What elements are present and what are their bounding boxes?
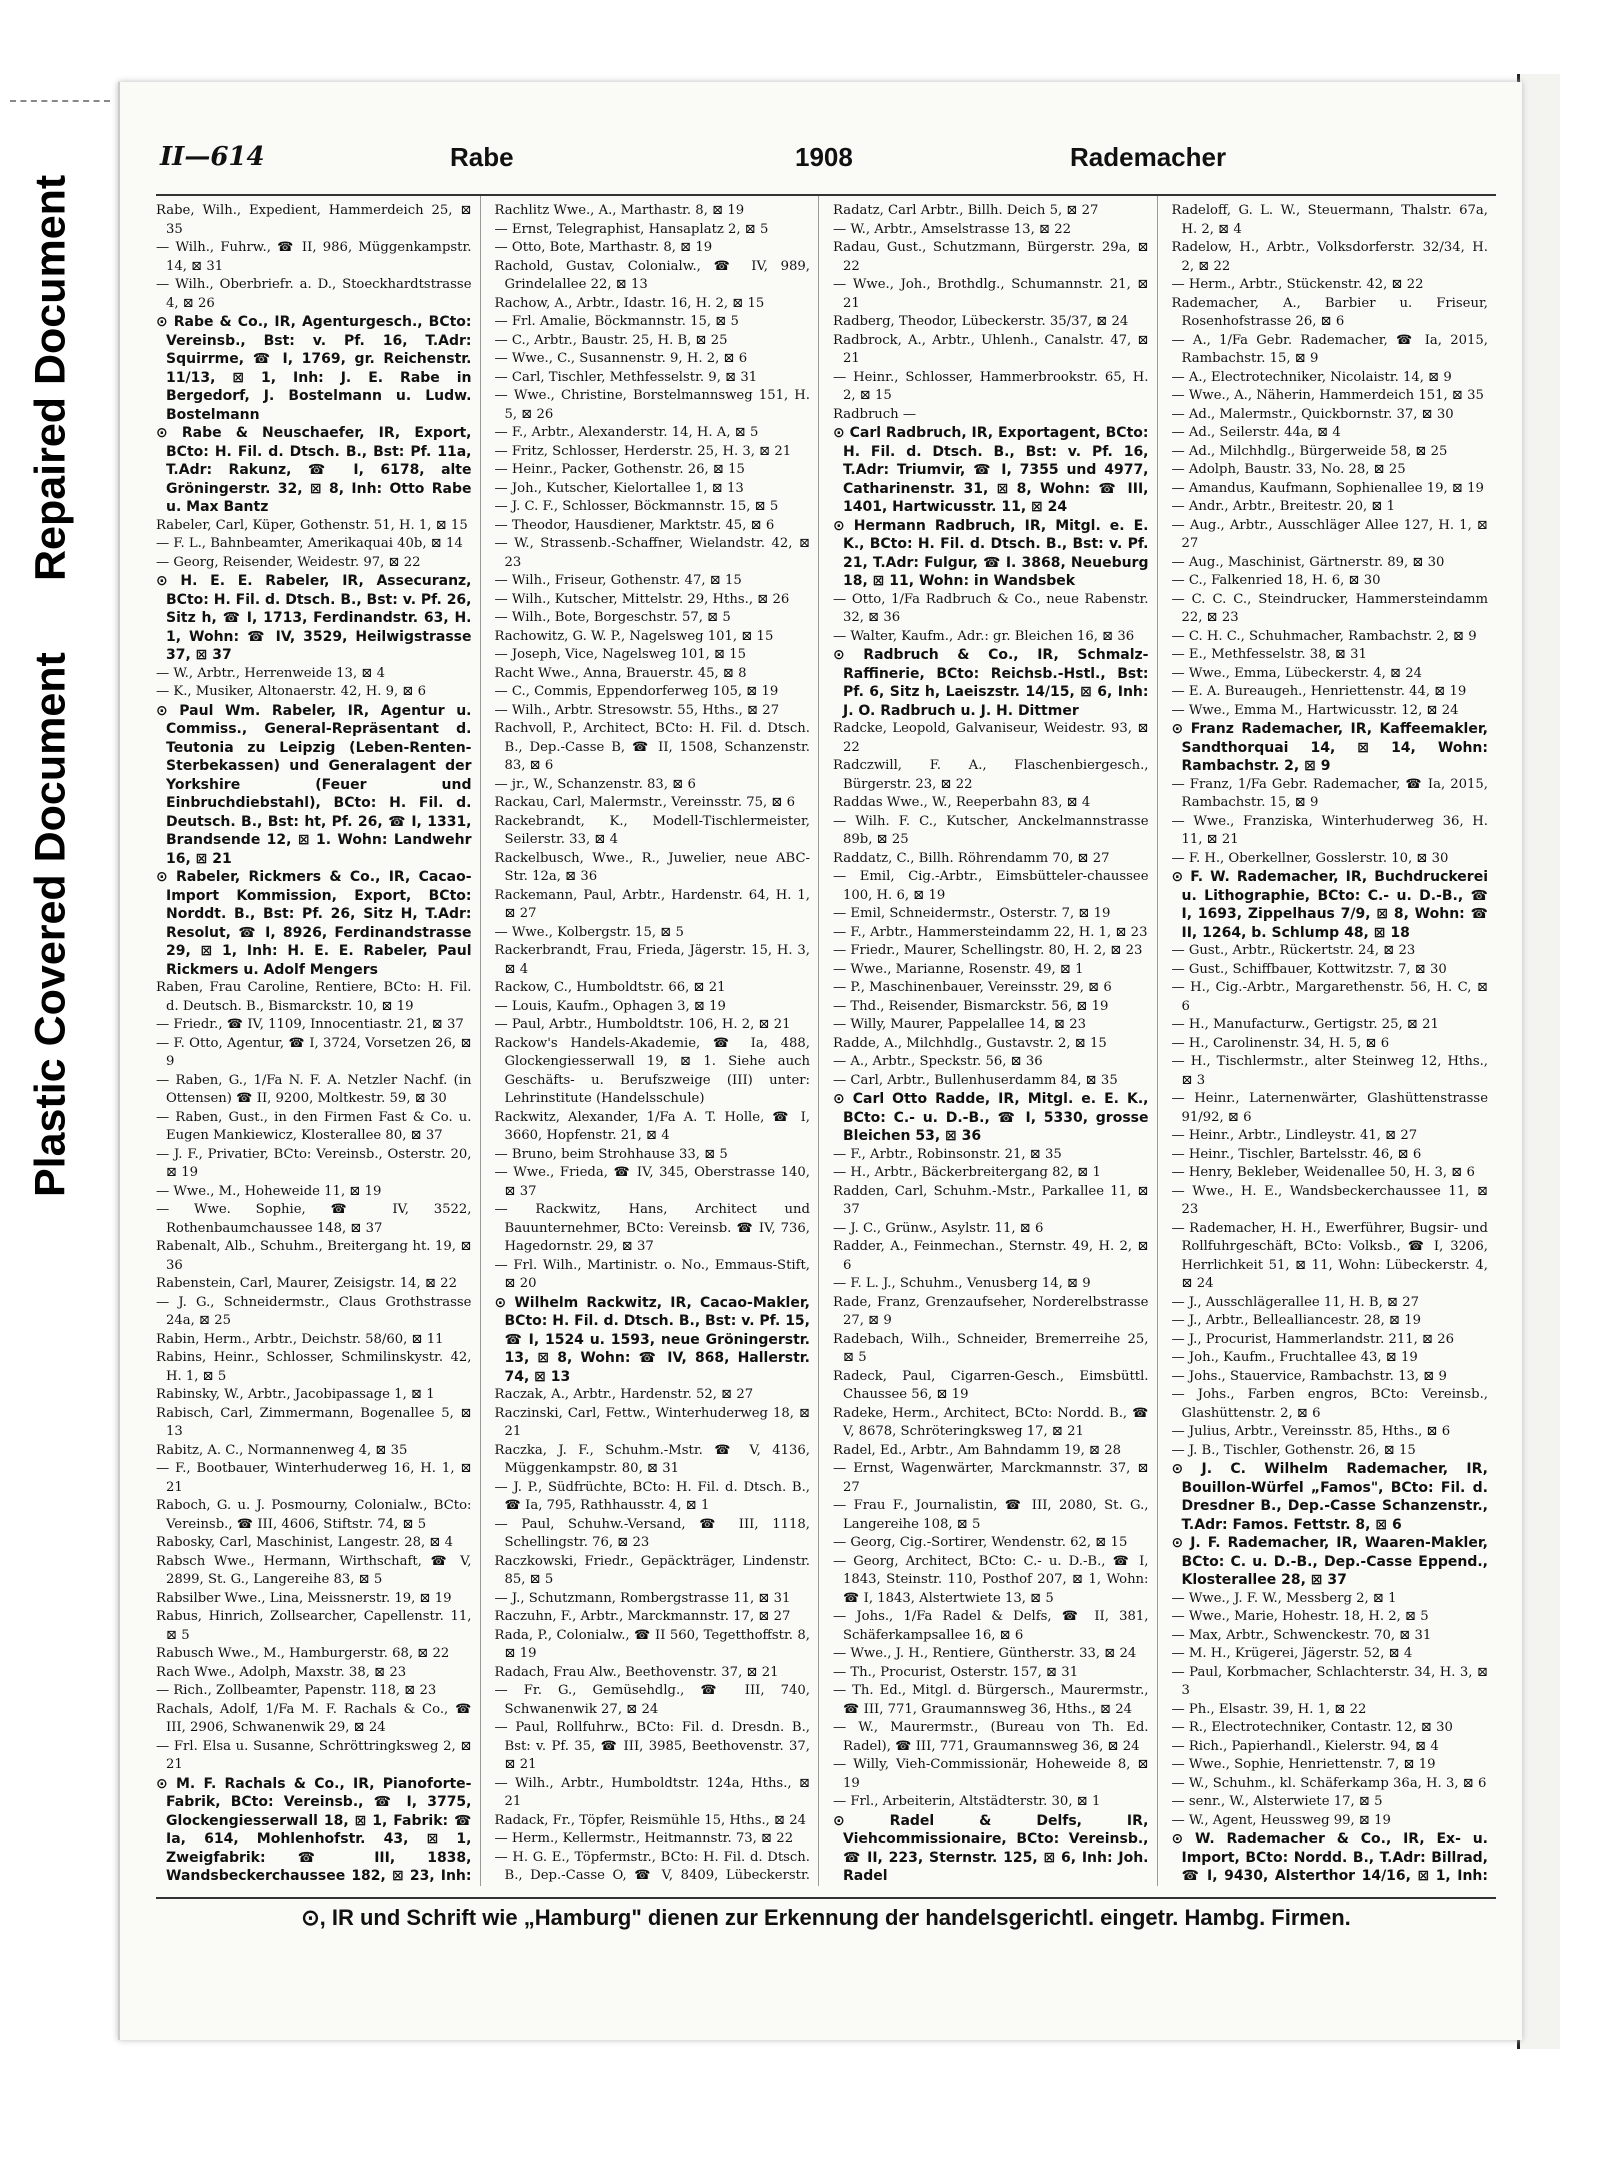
directory-entry: Radberg, Theodor, Lübeckerstr. 35/37, ⊠ 24 (833, 314, 1129, 329)
directory-entry: Rachvoll, P., Architect, BCto: H. Fil. d. Dtsch. B., Dep.-Casse B, ☎ II, 1508, Schanzenstr. 83, ⊠ 6 (494, 721, 810, 773)
directory-entry: — Joh., Kutscher, Kielortallee 1, ⊠ 13 (494, 480, 744, 496)
directory-entry: — E. A. Bureaugeh., Henriettenstr. 44, ⊠ 19 (1171, 684, 1467, 699)
directory-entry: Radder, A., Feinmechan., Sternstr. 49, H. 2, ⊠ 6 (833, 1239, 1149, 1273)
directory-entry: — C. H. C., Schuhmacher, Rambachstr. 2, ⊠ 9 (1171, 628, 1477, 644)
directory-column (495, 196, 820, 1886)
directory-entry: Radau, Gust., Schutzmann, Bürgerstr. 29a, ⊠ 22 (833, 240, 1149, 274)
directory-entry: — Rich., Papierhandl., Kielerstr. 94, ⊠ 4 (1171, 1738, 1439, 1754)
directory-entry: — Amandus, Kaufmann, Sophienallee 19, ⊠ 19 (1171, 480, 1484, 496)
directory-entry: — Andr., Arbtr., Breitestr. 20, ⊠ 1 (1171, 499, 1395, 514)
directory-entry: — Emil, Schneidermstr., Osterstr. 7, ⊠ 19 (833, 906, 1111, 921)
directory-entry: — J., Procurist, Hammerlandstr. 211, ⊠ 26 (1171, 1331, 1455, 1347)
directory-entry: Radelow, H., Arbtr., Volksdorferstr. 32/34, H. 2, ⊠ 22 (1171, 240, 1488, 274)
directory-entry: ⊙ Radel & Delfs, IR, Viehcommissionaire, BCto: Vereinsb., ☎ II, 223, Sternstr. 125, ⊠ 6, Inh: Joh. Radel (833, 1812, 1149, 1884)
directory-entry: — Gust., Schiffbauer, Kottwitzstr. 7, ⊠ 30 (1171, 961, 1447, 977)
directory-entry: — Fritz, Schlosser, Herderstr. 25, H. 3, ⊠ 21 (494, 443, 792, 459)
directory-entry: ⊙ Rabe & Neuschaefer, IR, Export, BCto: H. Fil. d. Dtsch. B., Bst: Pf. 11a, T.Adr: Rakunz, ☎ I, 6178, alte Gröningerstr. 32, ⊠ 8, Inh: Otto Rabe u. Max Bantz (156, 425, 472, 515)
directory-entry: — Wilh. F. C., Kutscher, Anckelmannstrasse 89b, ⊠ 25 (833, 813, 1149, 847)
page-edge (1517, 74, 1560, 2049)
directory-entry: — Adolph, Baustr. 33, No. 28, ⊠ 25 (1171, 462, 1406, 477)
directory-entry: — Th. Ed., Mitgl. d. Bürgersch., Maurermstr., ☎ III, 771, Graumannsweg 36, Hths., ⊠ 24 (833, 1683, 1149, 1717)
directory-entry: Rachals, Adolf, 1/Fa M. F. Rachals & Co., ☎ III, 2906, Schwanenwik 29, ⊠ 24 (156, 1701, 472, 1735)
directory-entry: — Wilh., Friseur, Gothenstr. 47, ⊠ 15 (494, 573, 742, 588)
directory-columns (156, 194, 1496, 1886)
directory-entry: — Fr. G., Gemüsehdlg., ☎ III, 740, Schwanenwik 27, ⊠ 24 (494, 1683, 810, 1717)
directory-entry: — Ad., Malermstr., Quickbornstr. 37, ⊠ 30 (1171, 406, 1454, 422)
directory-entry: — F., Arbtr., Hammersteindamm 22, H. 1, ⊠ 23 (833, 924, 1148, 940)
directory-entry: — Gust., Arbtr., Rückertstr. 24, ⊠ 23 (1171, 943, 1416, 958)
directory-entry: — Wwe., Marianne, Rosenstr. 49, ⊠ 1 (833, 961, 1084, 977)
page-header (160, 142, 1490, 182)
directory-entry: Radeck, Paul, Cigarren-Gesch., Eimsbüttl. Chaussee 56, ⊠ 19 (833, 1368, 1149, 1402)
directory-entry: — A., Arbtr., Speckstr. 56, ⊠ 36 (833, 1054, 1043, 1069)
directory-entry: — W., Arbtr., Herrenweide 13, ⊠ 4 (156, 665, 385, 681)
directory-entry: ⊙ Radbruch & Co., IR, Schmalz-Raffinerie, BCto: Reichsb.-Hstl., Bst: Pf. 6, Sitz h, Laeiszstr. 14/15, ⊠ 6, Inh: J. O. Radbruch u. J. H. Dittmer (833, 647, 1149, 719)
header-right-keyword: Rademacher (1070, 142, 1227, 172)
directory-entry: — Paul, Korbmacher, Schlachterstr. 34, H. 3, ⊠ 3 (1171, 1664, 1488, 1698)
directory-entry: Rabsch Wwe., Hermann, Wirthschaft, ☎ V, 2899, St. G., Langereihe 83, ⊠ 5 (156, 1553, 472, 1587)
directory-column (1172, 196, 1497, 1886)
directory-entry: — J., Ausschlägerallee 11, H. B, ⊠ 27 (1171, 1294, 1420, 1310)
directory-entry: Rabitz, A. C., Normannenweg 4, ⊠ 35 (156, 1442, 408, 1458)
directory-entry: — F. L., Bahnbeamter, Amerikaquai 40b, ⊠ 14 (156, 536, 463, 551)
directory-entry: — Paul, Arbtr., Humboldtstr. 106, H. 2, ⊠ 21 (494, 1017, 791, 1032)
directory-entry: — Walter, Kaufm., Adr.: gr. Bleichen 16, ⊠ 36 (833, 628, 1135, 644)
directory-entry: Rabisch, Carl, Zimmermann, Bogenallee 5, ⊠ 13 (156, 1405, 472, 1439)
directory-entry: — Wilh., Oberbriefr. a. D., Stoeckhardtstrasse 4, ⊠ 26 (156, 277, 472, 311)
directory-entry: — Heinr., Packer, Gothenstr. 26, ⊠ 15 (494, 462, 745, 477)
directory-entry: Raczka, J. F., Schuhm.-Mstr. ☎ V, 4136, Müggenkampstr. 80, ⊠ 31 (494, 1442, 810, 1476)
directory-entry: — Wwe., Kolbergstr. 15, ⊠ 5 (494, 924, 684, 940)
directory-entry: — J., Schutzmann, Rombergstrasse 11, ⊠ 31 (494, 1590, 791, 1606)
page-number: II—614 (160, 142, 265, 172)
directory-entry: Raczkowski, Friedr., Gepäckträger, Lindenstr. 85, ⊠ 5 (494, 1553, 810, 1587)
directory-entry: ⊙ Hermann Radbruch, IR, Mitgl. e. E. K., BCto: H. Fil. d. Dtsch. B., Bst: v. Pf. 21, T.Adr: Fulgur, ☎ I. 3868, Neueburg 18, ⊠ 11, Wohn: in Wandsbek (833, 517, 1149, 589)
directory-entry: — C., Commis, Eppendorferweg 105, ⊠ 19 (494, 684, 779, 699)
directory-entry: ⊙ Rabe & Co., IR, Agenturgesch., BCto: Vereinsb., Bst: v. Pf. 16, T.Adr: Squirrme, ☎ I, 1769, gr. Reichenstr. 11/13, ⊠ 1, Inh: J. E. Rabe in Bergedorf, J. Bostelmann u. Ludw. Bostelmann (156, 314, 472, 423)
directory-entry: — Joh., Kaufm., Fruchtallee 43, ⊠ 19 (1171, 1350, 1418, 1365)
directory-entry: — F., Arbtr., Robinsonstr. 21, ⊠ 35 (833, 1146, 1062, 1162)
directory-entry: — Wwe., H. E., Wandsbeckerchaussee 11, ⊠ 23 (1171, 1183, 1488, 1217)
directory-entry: — Louis, Kaufm., Ophagen 3, ⊠ 19 (494, 998, 726, 1014)
directory-entry: — Herm., Kellermstr., Heitmannstr. 73, ⊠ 22 (494, 1831, 794, 1846)
directory-entry: Rabenalt, Alb., Schuhm., Breitergang ht. 19, ⊠ 36 (156, 1239, 472, 1273)
directory-entry: — F., Arbtr., Alexanderstr. 14, H. A, ⊠ 5 (494, 425, 759, 440)
directory-entry: Radeloff, G. L. W., Steuermann, Thalstr. 67a, H. 2, ⊠ 4 (1171, 203, 1488, 237)
directory-entry: Raczuhn, F., Arbtr., Marckmannstr. 17, ⊠ 27 (494, 1609, 791, 1624)
directory-entry: ⊙ Carl Radbruch, IR, Exportagent, BCto: H. Fil. d. Dtsch. B., Bst: v. Pf. 16, T.Adr: Triumvir, ☎ I, 7355 und 4977, Catharinenstr. 31, ⊠ 8, Wohn: ☎ III, 1401, Hartwicusstr. 11, ⊠ 24 (833, 425, 1149, 515)
directory-entry: — W., Agent, Heussweg 99, ⊠ 19 (1171, 1812, 1391, 1828)
directory-entry: — M. H., Krügerei, Jägerstr. 52, ⊠ 4 (1171, 1646, 1413, 1661)
directory-entry: Rabe, Wilh., Expedient, Hammerdeich 25, ⊠ 35 (156, 203, 472, 237)
directory-entry: ⊙ Carl Otto Radde, IR, Mitgl. e. E. K., BCto: C.- u. D.-B., ☎ I, 5330, grosse Bleichen 53, ⊠ 36 (833, 1091, 1149, 1144)
directory-entry: Radebach, Wilh., Schneider, Bremerreihe 25, ⊠ 5 (833, 1331, 1149, 1365)
directory-entry: Rackau, Carl, Malermstr., Vereinsstr. 75, ⊠ 6 (494, 795, 796, 810)
directory-entry: — Georg, Reisender, Weidestr. 97, ⊠ 22 (156, 554, 421, 570)
directory-entry: Raddas Wwe., W., Reeperbahn 83, ⊠ 4 (833, 795, 1091, 810)
directory-entry: ⊙ J. C. Wilhelm Rademacher, IR, Bouillon-Würfel „Famos", BCto: Fil. d. Dresdner B., Dep.-Casse Schanzenstr., T.Adr: Famos. Fettstr. 8, ⊠ 6 (1171, 1461, 1488, 1533)
directory-entry: — Ph., Elsastr. 39, H. 1, ⊠ 22 (1171, 1701, 1367, 1717)
directory-entry: — jr., W., Schanzenstr. 83, ⊠ 6 (494, 776, 696, 792)
directory-entry: Rade, Franz, Grenzaufseher, Norderelbstrasse 27, ⊠ 9 (833, 1294, 1149, 1328)
directory-entry: — W., Strassenb.-Schaffner, Wielandstr. 42, ⊠ 23 (494, 536, 810, 570)
directory-entry: — Otto, 1/Fa Radbruch & Co., neue Rabenstr. 32, ⊠ 36 (833, 591, 1149, 625)
directory-entry: — H., Arbtr., Bäckerbreitergang 82, ⊠ 1 (833, 1165, 1101, 1180)
directory-entry: Radcke, Leopold, Galvaniseur, Weidestr. 93, ⊠ 22 (833, 721, 1149, 755)
directory-entry: Radden, Carl, Schuhm.-Mstr., Parkallee 11, ⊠ 37 (833, 1183, 1149, 1217)
directory-entry: — Wwe., Emma M., Hartwicusstr. 12, ⊠ 24 (1171, 702, 1459, 718)
directory-entry: — F. L. J., Schuhm., Venusberg 14, ⊠ 9 (833, 1276, 1091, 1291)
directory-entry: — Heinr., Laternenwärter, Glashüttenstrasse 91/92, ⊠ 6 (1171, 1091, 1488, 1125)
directory-entry: — Wwe., M., Hoheweide 11, ⊠ 19 (156, 1183, 382, 1199)
directory-entry: — Ad., Milchhdlg., Bürgerweide 58, ⊠ 25 (1171, 443, 1448, 459)
directory-entry: Rabins, Heinr., Schlosser, Schmilinskystr. 42, H. 1, ⊠ 5 (156, 1350, 472, 1384)
directory-entry: Rackelbusch, Wwe., R., Juwelier, neue ABC-Str. 12a, ⊠ 36 (494, 850, 810, 884)
directory-entry: — Emil, Cig.-Arbtr., Eimsbütteler-chaussee 100, H. 6, ⊠ 19 (833, 869, 1149, 903)
directory-entry: — J. C., Grünw., Asylstr. 11, ⊠ 6 (833, 1220, 1044, 1236)
directory-entry: — Rackwitz, Hans, Architect und Bauunternehmer, BCto: Vereinsb. ☎ IV, 736, Hagedornstr. 29, ⊠ 37 (494, 1202, 810, 1254)
directory-entry: — Wwe., Franziska, Winterhuderweg 36, H. 11, ⊠ 21 (1171, 813, 1488, 847)
directory-entry: — Wwe., Frieda, ☎ IV, 345, Oberstrasse 140, ⊠ 37 (494, 1165, 810, 1199)
directory-entry: — W., Schuhm., kl. Schäferkamp 36a, H. 3, ⊠ 6 (1171, 1775, 1487, 1791)
directory-entry: Rackwitz, Alexander, 1/Fa A. T. Holle, ☎ I, 3660, Hopfenstr. 21, ⊠ 4 (494, 1109, 810, 1143)
directory-entry: — Rich., Zollbeamter, Papenstr. 118, ⊠ 23 (156, 1683, 437, 1698)
directory-entry: — Wwe., A., Näherin, Hammerdeich 151, ⊠ 35 (1171, 388, 1484, 403)
directory-entry: Rackow, C., Humboldtstr. 66, ⊠ 21 (494, 980, 726, 995)
directory-entry: Rachlitz Wwe., A., Marthastr. 8, ⊠ 19 (494, 203, 745, 218)
directory-entry: — Heinr., Schlosser, Hammerbrookstr. 65, H. 2, ⊠ 15 (833, 369, 1149, 403)
directory-entry: Raboch, G. u. J. Posmourny, Colonialw., BCto: Vereinsb., ☎ III, 4606, Stiftstr. 74, ⊠ 5 (156, 1498, 472, 1532)
directory-entry: Rabin, Herm., Arbtr., Deichstr. 58/60, ⊠ 11 (156, 1331, 444, 1347)
directory-entry: — Julius, Arbtr., Vereinsstr. 85, Hths., ⊠ 6 (1171, 1424, 1451, 1439)
directory-entry: Radel, Ed., Arbtr., Am Bahndamm 19, ⊠ 28 (833, 1442, 1122, 1458)
directory-entry: — Heinr., Tischler, Bartelsstr. 46, ⊠ 6 (1171, 1146, 1422, 1162)
directory-entry: Rackow's Handels-Akademie, ☎ Ia, 488, Glockengiesserwall 19, ⊠ 1. Siehe auch Geschäfts- u. Berufszweige (III) unter: Lehrinstitute (Handelsschule) (494, 1035, 810, 1106)
directory-entry: — Wwe., Emma, Lübeckerstr. 4, ⊠ 24 (1171, 665, 1423, 681)
directory-entry: Raben, Frau Caroline, Rentiere, BCto: H. Fil. d. Deutsch. B., Bismarckstr. 10, ⊠ 19 (156, 980, 472, 1014)
directory-entry: ⊙ Paul Wm. Rabeler, IR, Agentur u. Commiss., General-Repräsentant d. Teutonia zu Leipzig (Leben-Renten-Sterbekassen) und Generalagent der Yorkshire (Feuer und Einbruchdiebstahl), BCto: H. Fil. d. Deutsch. B., Bst: ht, Pf. 26, ☎ I, 1331, Brandsende 12, ⊠ 1. Wohn: Landwehr 16, ⊠ 21 (156, 702, 472, 867)
header-year: 1908 (795, 142, 853, 172)
directory-entry: — Wwe., J. F. W., Messberg 2, ⊠ 1 (1171, 1590, 1397, 1606)
directory-entry: — Paul, Schuhw.-Versand, ☎ III, 1118, Schellingstr. 76, ⊠ 23 (494, 1516, 810, 1550)
directory-entry: — F. Otto, Agentur, ☎ I, 3724, Vorsetzen 26, ⊠ 9 (156, 1035, 472, 1069)
directory-entry: Rabosky, Carl, Maschinist, Langestr. 28, ⊠ 4 (156, 1535, 454, 1550)
directory-entry: ⊙ Wilhelm Rackwitz, IR, Cacao-Makler, BCto: H. Fil. d. Dtsch. B., Bst: v. Pf. 15, ☎ I, 1524 u. 1593, neue Gröningerstr. 13, ⊠ 8, Wohn: ☎ IV, 868, Hallerstr. 74, ⊠ 13 (494, 1294, 810, 1385)
directory-entry: Rackebrandt, K., Modell-Tischlermeister, Seilerstr. 33, ⊠ 4 (494, 813, 810, 847)
directory-entry: — K., Musiker, Altonaerstr. 42, H. 9, ⊠ 6 (156, 684, 427, 699)
directory-entry: Radach, Frau Alw., Beethovenstr. 37, ⊠ 21 (494, 1664, 779, 1680)
directory-entry: Radde, A., Milchhdlg., Gustavstr. 2, ⊠ 15 (833, 1035, 1107, 1051)
directory-entry: Rachold, Gustav, Colonialw., ☎ IV, 989, Grindelallee 22, ⊠ 13 (494, 258, 810, 292)
directory-entry: Radczwill, F. A., Flaschenbiergesch., Bürgerstr. 23, ⊠ 22 (833, 758, 1149, 792)
directory-entry: — senr., W., Alsterwiete 17, ⊠ 5 (1171, 1794, 1383, 1809)
directory-entry: — Frl. Wilh., Martinistr. o. No., Emmaus-Stift, ⊠ 20 (494, 1257, 810, 1291)
directory-entry: — Max, Arbtr., Schwenckestr. 70, ⊠ 31 (1171, 1627, 1432, 1643)
directory-entry: Rademacher, A., Barbier u. Friseur, Rosenhofstrasse 26, ⊠ 6 (1171, 295, 1488, 329)
directory-entry: — H., Tischlermstr., alter Steinweg 12, Hths., ⊠ 3 (1171, 1054, 1488, 1088)
page-footer: ⊙, IR und Schrift wie „Hamburg" dienen zur Erkennung der handelsgerichtl. eingetr. Hambg. Firmen. (156, 1897, 1496, 1945)
directory-entry: Racht Wwe., Anna, Brauerstr. 45, ⊠ 8 (494, 665, 747, 681)
directory-entry: — C., Arbtr., Baustr. 25, H. B, ⊠ 25 (494, 332, 728, 348)
directory-entry: Rabinsky, W., Arbtr., Jacobipassage 1, ⊠ 1 (156, 1387, 435, 1402)
directory-entry: — Heinr., Arbtr., Lindleystr. 41, ⊠ 27 (1171, 1128, 1418, 1143)
directory-entry: Rabeler, Carl, Küper, Gothenstr. 51, H. 1, ⊠ 15 (156, 517, 468, 533)
directory-entry: Rabusch Wwe., M., Hamburgerstr. 68, ⊠ 22 (156, 1646, 450, 1661)
directory-entry: — Rademacher, H. H., Ewerführer, Bugsir- und Rollfuhrgeschäft, BCto: Volksb., ☎ I, 3206, Herrlichkeit 51, ⊠ 11, Wohn: Lübeckerstr. 4, ⊠ 24 (1171, 1220, 1488, 1291)
directory-entry: — J. C. F., Schlosser, Böckmannstr. 15, ⊠ 5 (494, 499, 779, 514)
directory-entry: — Wilh., Arbtr., Humboldtstr. 124a, Hths., ⊠ 21 (494, 1775, 810, 1809)
directory-entry: — Wilh., Bote, Borgeschstr. 57, ⊠ 5 (494, 610, 731, 625)
directory-entry: Radatz, Carl Arbtr., Billh. Deich 5, ⊠ 27 (833, 203, 1099, 218)
directory-entry: — Aug., Maschinist, Gärtnerstr. 89, ⊠ 30 (1171, 554, 1445, 570)
directory-entry: — Georg, Architect, BCto: C.- u. D.-B., ☎ I, 1843, Steinstr. 110, Posthof 207, ⊠ 1, Wohn: ☎ I, 1843, Alstertwiete 13, ⊠ 5 (833, 1553, 1149, 1606)
directory-entry: — Franz, 1/Fa Gebr. Rademacher, ☎ Ia, 2015, Rambachstr. 15, ⊠ 9 (1171, 776, 1488, 810)
directory-entry: — Willy, Maurer, Pappelallee 14, ⊠ 23 (833, 1017, 1086, 1032)
directory-entry: — Th., Procurist, Osterstr. 157, ⊠ 31 (833, 1664, 1079, 1680)
directory-entry: — Theodor, Hausdiener, Marktstr. 45, ⊠ 6 (494, 517, 775, 533)
directory-entry: — Thd., Reisender, Bismarckstr. 56, ⊠ 19 (833, 998, 1109, 1014)
directory-entry: ⊙ H. E. E. Rabeler, IR, Assecuranz, BCto: H. Fil. d. Dtsch. B., Bst: v. Pf. 26, Sitz h, ☎ I, 1713, Ferdinandstr. 63, H. 1, Wohn: ☎ IV, 3529, Heilwigstrasse 37, ⊠ 37 (156, 573, 472, 663)
directory-entry: — P., Maschinenbauer, Vereinsstr. 29, ⊠ 6 (833, 980, 1112, 995)
directory-entry: Raddatz, C., Billh. Röhrendamm 70, ⊠ 27 (833, 850, 1110, 866)
directory-entry: — H., Carolinenstr. 34, H. 5, ⊠ 6 (1171, 1035, 1390, 1051)
directory-entry: — Johs., Farben engros, BCto: Vereinsb., Glashüttenstr. 2, ⊠ 6 (1171, 1387, 1488, 1421)
directory-entry: — Ad., Seilerstr. 44a, ⊠ 4 (1171, 425, 1341, 440)
directory-entry: — Wilh., Fuhrw., ☎ II, 986, Müggenkampstr. 14, ⊠ 31 (156, 240, 472, 274)
directory-entry: — Willy, Vieh-Commissionär, Hoheweide 8, ⊠ 19 (833, 1757, 1149, 1791)
repaired-document-label: Repaired Document (0, 118, 102, 638)
directory-entry: Rabus, Hinrich, Zollsearcher, Capellenstr. 11, ⊠ 5 (156, 1609, 472, 1643)
directory-entry: — H. G. E., Töpfermstr., BCto: H. Fil. d. Dtsch. B., Dep.-Casse O, ☎ V, 8409, Lübeckerstr. (494, 1849, 810, 1883)
directory-entry: ⊙ J. F. Rademacher, IR, Waaren-Makler, BCto: C. u. D.-B., Dep.-Casse Eppend., Klosterallee 28, ⊠ 37 (1171, 1535, 1488, 1588)
directory-entry: — Friedr., Maurer, Schellingstr. 80, H. 2, ⊠ 23 (833, 943, 1143, 958)
directory-entry: Radbruch — (833, 406, 917, 422)
directory-entry: Radack, Fr., Töpfer, Reismühle 15, Hths., ⊠ 24 (494, 1812, 807, 1828)
directory-entry: — Friedr., ☎ IV, 1109, Innocentiastr. 21, ⊠ 37 (156, 1017, 464, 1032)
directory-entry: — Ernst, Telegraphist, Hansaplatz 2, ⊠ 5 (494, 221, 769, 237)
directory-entry: — E., Methfesselstr. 38, ⊠ 31 (1171, 647, 1367, 662)
directory-entry: — Carl, Arbtr., Bullenhuserdamm 84, ⊠ 35 (833, 1072, 1118, 1088)
directory-entry: — Aug., Arbtr., Ausschläger Allee 127, H. 1, ⊠ 27 (1171, 517, 1488, 551)
directory-entry: — Raben, G., 1/Fa N. F. A. Netzler Nachf. (in Ottensen) ☎ II, 9200, Moltkestr. 59, ⊠ 30 (156, 1072, 472, 1106)
directory-entry: Rabenstein, Carl, Maurer, Zeisigstr. 14, ⊠ 22 (156, 1276, 457, 1291)
directory-entry: — J. F., Privatier, BCto: Vereinsb., Osterstr. 20, ⊠ 19 (156, 1146, 472, 1180)
directory-entry: Rach Wwe., Adolph, Maxstr. 38, ⊠ 23 (156, 1664, 407, 1680)
directory-entry: — C. C. C., Steindrucker, Hammersteindamm 22, ⊠ 23 (1171, 591, 1488, 625)
directory-entry: — Georg, Cig.-Sortirer, Wendenstr. 62, ⊠ 15 (833, 1535, 1128, 1550)
directory-entry: Rada, P., Colonialw., ☎ II 560, Tegetthoffstr. 8, ⊠ 19 (494, 1627, 810, 1661)
directory-entry: — Johs., Stauervice, Rambachstr. 13, ⊠ 9 (1171, 1368, 1447, 1384)
directory-entry: — Frl. Amalie, Böckmannstr. 15, ⊠ 5 (494, 314, 739, 329)
directory-entry: — Herm., Arbtr., Stückenstr. 42, ⊠ 22 (1171, 277, 1424, 292)
directory-entry: — Wilh., Arbtr. Stresowstr. 55, Hths., ⊠ 27 (494, 702, 780, 718)
directory-entry: — Wwe., Marie, Hohestr. 18, H. 2, ⊠ 5 (1171, 1609, 1429, 1624)
directory-entry: — Wwe., Sophie, Henriettenstr. 7, ⊠ 19 (1171, 1757, 1436, 1772)
directory-entry: ⊙ Franz Rademacher, IR, Kaffeemakler, Sandthorquai 14, ⊠ 14, Wohn: Rambachstr. 2, ⊠ 9 (1171, 721, 1488, 774)
directory-entry: — F. H., Oberkellner, Gosslerstr. 10, ⊠ 30 (1171, 850, 1449, 866)
directory-entry: — A., Electrotechniker, Nicolaistr. 14, ⊠ 9 (1171, 369, 1452, 385)
directory-entry: Raczak, A., Arbtr., Hardenstr. 52, ⊠ 27 (494, 1387, 754, 1402)
directory-entry: ⊙ F. W. Rademacher, IR, Buchdruckerei u. Lithographie, BCto: C.- u. D.-B., ☎ I, 1693, Zippelhaus 7/9, ⊠ 8, Wohn: ☎ II, 1264, b. Schlump 48, ⊠ 18 (1171, 869, 1488, 941)
directory-entry: ⊙ M. F. Rachals & Co., IR, Pianoforte-Fabrik, BCto: Vereinsb., ☎ I, 3775, Glockengiesserwall 18, ⊠ 1, Fabrik: ☎ Ia, 614, Mohlenhofstr. 43, ⊠ 1, Zweigfabrik: ☎ III, 1838, Wandsbeckerchaussee 182, ⊠ 23, Inh: (156, 1775, 472, 1884)
directory-entry: — Carl, Tischler, Methfesselstr. 9, ⊠ 31 (494, 369, 758, 385)
directory-entry: Raczinski, Carl, Fettw., Winterhuderweg 18, ⊠ 21 (494, 1405, 810, 1439)
directory-entry: — F., Bootbauer, Winterhuderweg 16, H. 1, ⊠ 21 (156, 1461, 472, 1495)
directory-entry: Rackerbrandt, Frau, Frieda, Jägerstr. 15, H. 3, ⊠ 4 (494, 943, 810, 977)
directory-entry: — J. B., Tischler, Gothenstr. 26, ⊠ 15 (1171, 1442, 1416, 1458)
directory-entry: — Wwe., Christine, Borstelmannsweg 151, H. 5, ⊠ 26 (494, 388, 810, 422)
directory-entry: — Henry, Bekleber, Weidenallee 50, H. 3, ⊠ 6 (1171, 1165, 1475, 1180)
directory-entry: — W., Arbtr., Amselstrasse 13, ⊠ 22 (833, 221, 1071, 237)
dashed-divider (10, 100, 110, 102)
directory-column (833, 196, 1158, 1886)
directory-entry: — Ernst, Wagenwärter, Marckmannstr. 37, ⊠ 27 (833, 1461, 1149, 1495)
directory-entry: — J. G., Schneidermstr., Claus Grothstrasse 24a, ⊠ 25 (156, 1294, 472, 1328)
directory-entry: — R., Electrotechniker, Contastr. 12, ⊠ 30 (1171, 1720, 1453, 1735)
directory-entry: Radeke, Herm., Architect, BCto: Nordd. B., ☎ V, 8678, Schröteringksweg 17, ⊠ 21 (833, 1405, 1149, 1439)
directory-entry: — A., 1/Fa Gebr. Rademacher, ☎ Ia, 2015, Rambachstr. 15, ⊠ 9 (1171, 332, 1488, 366)
directory-entry: Rackemann, Paul, Arbtr., Hardenstr. 64, H. 1, ⊠ 27 (494, 887, 810, 921)
directory-page (118, 82, 1522, 2040)
directory-entry: — Wwe., J. H., Rentiere, Güntherstr. 33, ⊠ 24 (833, 1646, 1137, 1661)
directory-entry: — Wwe., C., Susannenstr. 9, H. 2, ⊠ 6 (494, 351, 748, 366)
directory-entry: — Joseph, Vice, Nagelsweg 101, ⊠ 15 (494, 647, 747, 662)
directory-entry: — Raben, Gust., in den Firmen Fast & Co. u. Eugen Mankiewicz, Klosterallee 80, ⊠ 37 (156, 1109, 472, 1143)
directory-entry: — Wwe. Sophie, ☎ IV, 3522, Rothenbaumchaussee 148, ⊠ 37 (156, 1202, 472, 1236)
directory-entry: — J. P., Südfrüchte, BCto: H. Fil. d. Dtsch. B., ☎ Ia, 795, Rathhausstr. 4, ⊠ 1 (494, 1479, 810, 1513)
header-left-keyword: Rabe (450, 142, 514, 172)
directory-entry: — Frl., Arbeiterin, Altstädterstr. 30, ⊠ 1 (833, 1794, 1101, 1809)
directory-entry: — Wwe., Joh., Brothdlg., Schumannstr. 21, ⊠ 21 (833, 277, 1149, 311)
directory-entry (833, 1886, 1149, 1887)
directory-entry: — H., Manufacturw., Gertigstr. 25, ⊠ 21 (1171, 1017, 1439, 1032)
directory-entry: Rachow, A., Arbtr., Idastr. 16, H. 2, ⊠ 15 (494, 295, 765, 311)
directory-entry: — W., Maurermstr., (Bureau von Th. Ed. Radel), ☎ III, 771, Graumannsweg 36, ⊠ 24 (833, 1720, 1149, 1754)
directory-entry: Rachowitz, G. W. P., Nagelsweg 101, ⊠ 15 (494, 628, 774, 644)
directory-entry: — C., Falkenried 18, H. 6, ⊠ 30 (1171, 573, 1381, 588)
directory-column (156, 196, 481, 1886)
directory-entry: — Frau F., Journalistin, ☎ III, 2080, St. G., Langereihe 108, ⊠ 5 (833, 1498, 1149, 1532)
directory-entry: — J., Arbtr., Bellealliancestr. 28, ⊠ 19 (1171, 1313, 1422, 1328)
directory-entry: — Bruno, beim Strohhause 33, ⊠ 5 (494, 1146, 728, 1162)
directory-entry: — H., Cig.-Arbtr., Margarethenstr. 56, H. C, ⊠ 6 (1171, 980, 1488, 1014)
directory-entry: ⊙ W. Rademacher & Co., IR, Ex- u. Import, BCto: Nordd. B., T.Adr: Billrad, ☎ I, 9430, Alsterthor 14/16, ⊠ 1, Inh: (1171, 1831, 1488, 1884)
directory-entry: Radbrock, A., Arbtr., Uhlenh., Canalstr. 47, ⊠ 21 (833, 332, 1149, 366)
directory-entry: — Johs., 1/Fa Radel & Delfs, ☎ II, 381, Schäferkampsallee 16, ⊠ 6 (833, 1609, 1149, 1643)
directory-entry: — Paul, Rollfuhrw., BCto: Fil. d. Dresdn. B., Bst: v. Pf. 35, ☎ III, 3985, Beethovenstr. 37, ⊠ 21 (494, 1720, 810, 1772)
plastic-covered-label: Plastic Covered Document (0, 650, 102, 1200)
directory-entry: — Wilh., Kutscher, Mittelstr. 29, Hths., ⊠ 26 (494, 591, 790, 607)
directory-entry: Rabsilber Wwe., Lina, Meissnerstr. 19, ⊠ 19 (156, 1590, 452, 1606)
directory-entry: — Frl. Elsa u. Susanne, Schröttringksweg 2, ⊠ 21 (156, 1738, 472, 1772)
directory-entry: ⊙ Rabeler, Rickmers & Co., IR, Cacao-Import Kommission, Export, BCto: Norddt. B., Bst: Pf. 26, Sitz H, T.Adr: Resolut, ☎ I, 8926, Ferdinandstrasse 29, ⊠ 1, Inh: H. E. E. Rabeler, Paul Rickmers u. Adolf Mengers (156, 869, 472, 978)
directory-entry: — Otto, Bote, Marthastr. 8, ⊠ 19 (494, 240, 713, 255)
